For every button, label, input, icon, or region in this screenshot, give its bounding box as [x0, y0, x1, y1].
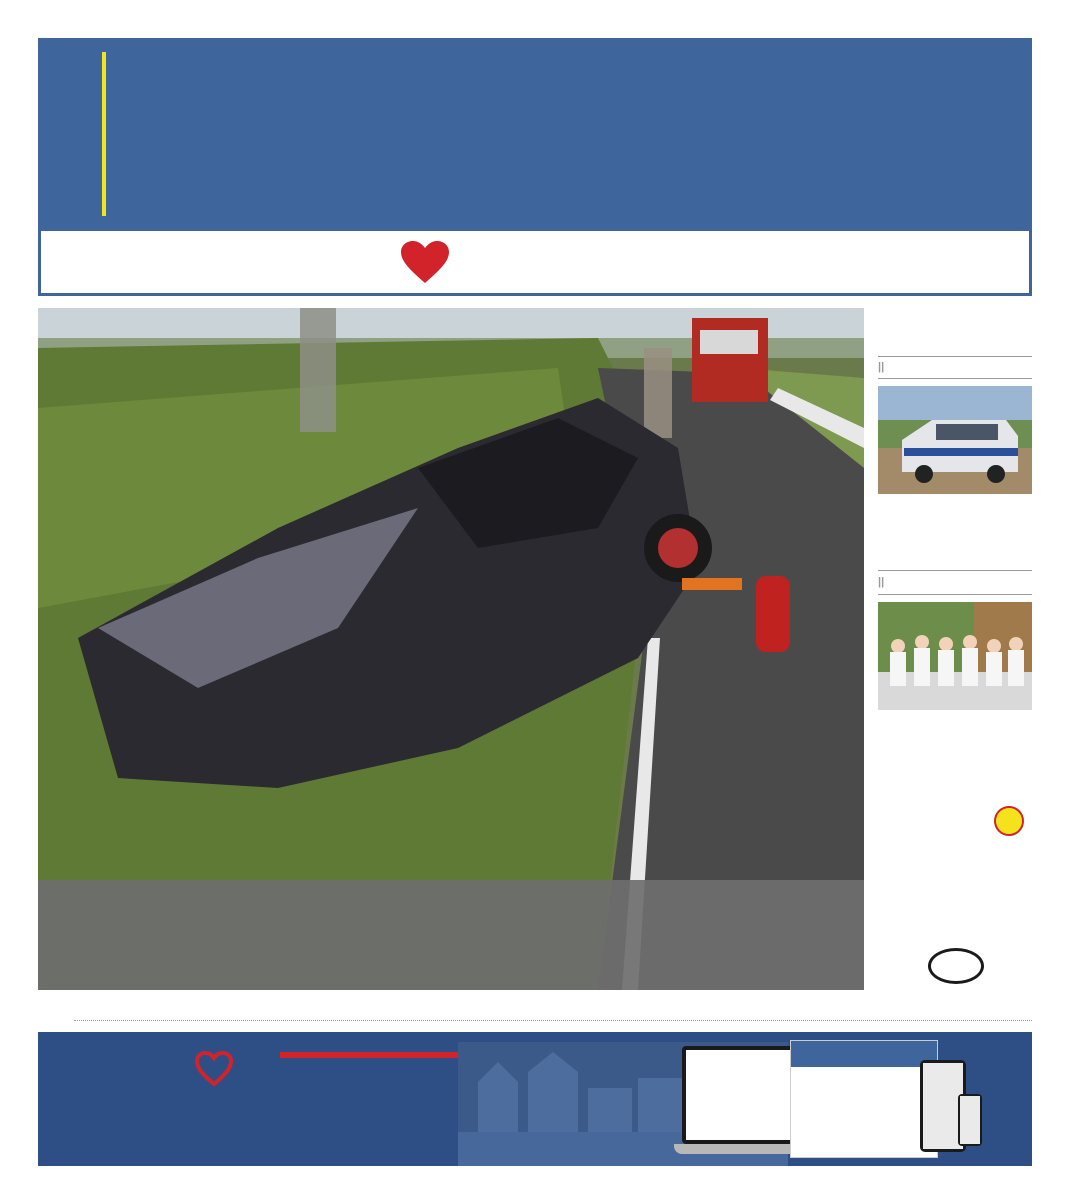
hours-badge [928, 948, 984, 984]
slogan-banner [38, 228, 1032, 296]
events-guide-block [110, 52, 240, 60]
masthead-separator [102, 52, 106, 216]
road-sign-17 [994, 806, 1024, 836]
promo-callout [280, 1052, 458, 1058]
divider [878, 594, 1032, 595]
masthead [38, 38, 1032, 228]
divider [878, 356, 1032, 357]
promo-banner[interactable] [38, 1032, 1032, 1166]
section-tag: || [878, 361, 885, 373]
section-tag: || [878, 576, 885, 588]
divider [878, 570, 1032, 571]
heart-icon [194, 1050, 234, 1088]
main-story[interactable] [38, 308, 864, 990]
newspaper-mockup [790, 1040, 938, 1158]
police-van-photo[interactable] [878, 386, 1032, 494]
photo-credit [44, 828, 56, 888]
weekly-label [50, 48, 94, 220]
divider [878, 378, 1032, 379]
story-lead [38, 880, 864, 990]
promo-brand [990, 1042, 1024, 1156]
divider [74, 1020, 1032, 1021]
heart-icon [399, 239, 451, 285]
phone-mockup [958, 1094, 982, 1146]
festival-photo[interactable] [878, 602, 1032, 710]
